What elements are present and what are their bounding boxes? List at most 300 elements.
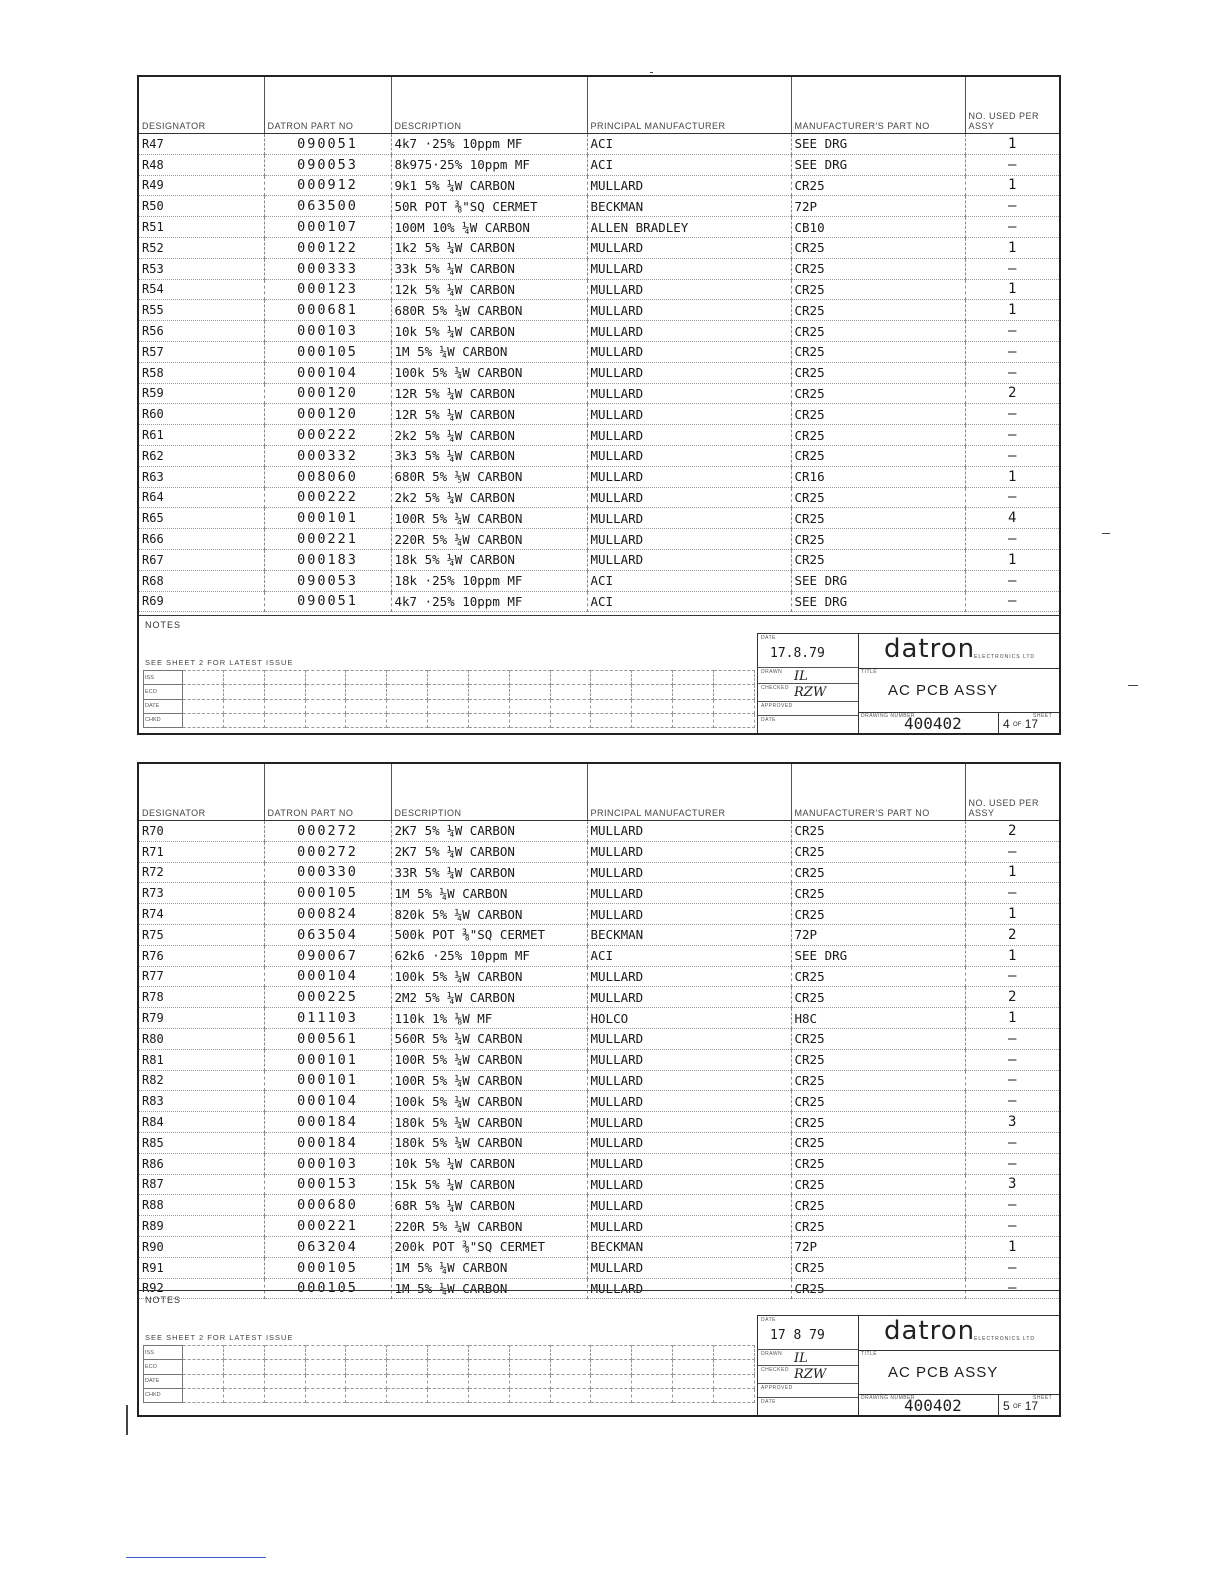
datron-part-cell: 090053: [264, 570, 391, 591]
designator-cell: R82: [139, 1070, 264, 1091]
company-logo: [858, 1316, 1059, 1351]
rev-label-iss: ISS: [144, 671, 183, 685]
principal-manufacturer-cell: MULLARD: [587, 1070, 791, 1091]
table-row: [139, 154, 1059, 175]
designator-cell: R86: [139, 1153, 264, 1174]
parts-list-sheet-4: [137, 75, 1061, 735]
description-cell: 100k 5% ¼W CARBON: [391, 362, 587, 383]
no-used-cell: —: [965, 321, 1059, 342]
principal-manufacturer-cell: ACI: [587, 154, 791, 175]
manufacturer-part-cell: CR25: [791, 362, 965, 383]
table-row: [139, 217, 1059, 238]
principal-manufacturer-cell: ACI: [587, 945, 791, 966]
parts-list-body: [139, 821, 1059, 1299]
no-used-cell: —: [965, 883, 1059, 904]
no-used-cell: —: [965, 445, 1059, 466]
manufacturer-part-cell: CR25: [791, 549, 965, 570]
table-row: [139, 321, 1059, 342]
table-row: [139, 1236, 1059, 1257]
datron-part-cell: 000105: [264, 1257, 391, 1278]
designator-cell: R90: [139, 1236, 264, 1257]
drawn-value: IL: [794, 669, 808, 684]
manufacturer-part-cell: CR25: [791, 341, 965, 362]
revision-grid: [143, 670, 755, 728]
drawing-number-cell: [858, 1394, 999, 1416]
datron-part-cell: 000183: [264, 549, 391, 570]
table-row: [139, 1195, 1059, 1216]
description-cell: 33k 5% ¼W CARBON: [391, 258, 587, 279]
description-cell: 68R 5% ¼W CARBON: [391, 1195, 587, 1216]
designator-cell: R84: [139, 1112, 264, 1133]
datron-part-cell: 000101: [264, 1049, 391, 1070]
description-cell: 680R 5% ⅕W CARBON: [391, 466, 587, 487]
designator-cell: R69: [139, 591, 264, 612]
manufacturer-part-cell: CB10: [791, 217, 965, 238]
datron-part-cell: 000824: [264, 904, 391, 925]
table-row: [139, 175, 1059, 196]
approval-date-label: DATE: [761, 717, 776, 723]
no-used-cell: 4: [965, 508, 1059, 529]
designator-cell: R59: [139, 383, 264, 404]
no-used-cell: —: [965, 196, 1059, 217]
checked-value: RZW: [794, 1367, 827, 1382]
principal-manufacturer-cell: ACI: [587, 591, 791, 612]
principal-manufacturer-cell: BECKMAN: [587, 1236, 791, 1257]
datron-part-header: DATRON PART NO: [264, 77, 391, 134]
designator-cell: R89: [139, 1216, 264, 1237]
no-used-cell: —: [965, 841, 1059, 862]
designator-cell: R61: [139, 425, 264, 446]
table-row: [139, 549, 1059, 570]
principal-manufacturer-cell: MULLARD: [587, 1112, 791, 1133]
no-used-cell: —: [965, 1091, 1059, 1112]
no-used-cell: —: [965, 487, 1059, 508]
description-cell: 18k 5% ¼W CARBON: [391, 549, 587, 570]
datron-logo: datron: [884, 634, 976, 664]
manufacturer-part-cell: CR25: [791, 258, 965, 279]
title-block: [757, 633, 1059, 733]
description-cell: 500k POT ⅜"SQ CERMET: [391, 924, 587, 945]
manufacturer-part-cell: CR25: [791, 862, 965, 883]
manufacturer-part-cell: CR25: [791, 445, 965, 466]
principal-manufacturer-cell: ALLEN BRADLEY: [587, 217, 791, 238]
description-cell: 33R 5% ¼W CARBON: [391, 862, 587, 883]
no-used-cell: —: [965, 1257, 1059, 1278]
parts-list-table: [139, 77, 1059, 612]
no-used-cell: —: [965, 591, 1059, 612]
no-used-cell: 1: [965, 549, 1059, 570]
manufacturer-part-cell: CR25: [791, 237, 965, 258]
manufacturer-part-cell: CR25: [791, 508, 965, 529]
principal-manufacturer-cell: MULLARD: [587, 341, 791, 362]
no-used-cell: —: [965, 1153, 1059, 1174]
datron-part-cell: 063504: [264, 924, 391, 945]
rev-label-eco: ECO: [144, 1360, 183, 1374]
principal-manufacturer-cell: MULLARD: [587, 237, 791, 258]
designator-cell: R87: [139, 1174, 264, 1195]
approved-label: APPROVED: [761, 1385, 793, 1391]
principal-manufacturer-cell: BECKMAN: [587, 924, 791, 945]
description-cell: 2k2 5% ¼W CARBON: [391, 425, 587, 446]
principal-manufacturer-cell: MULLARD: [587, 883, 791, 904]
manufacturer-part-cell: CR25: [791, 425, 965, 446]
manufacturer-part-cell: CR25: [791, 487, 965, 508]
manufacturer-part-cell: CR25: [791, 904, 965, 925]
manufacturer-part-header: MANUFACTURER'S PART NO: [791, 764, 965, 821]
principal-manufacturer-cell: MULLARD: [587, 1153, 791, 1174]
designator-cell: R70: [139, 821, 264, 842]
table-row: [139, 1049, 1059, 1070]
principal-manufacturer-cell: MULLARD: [587, 487, 791, 508]
no-used-cell: 1: [965, 279, 1059, 300]
table-row: [139, 1257, 1059, 1278]
no-used-cell: —: [965, 1070, 1059, 1091]
designator-cell: R55: [139, 300, 264, 321]
datron-part-cell: 000680: [264, 1195, 391, 1216]
no-used-cell: —: [965, 1049, 1059, 1070]
datron-part-cell: 000221: [264, 529, 391, 550]
no-used-cell: 1: [965, 904, 1059, 925]
rev-label-date: DATE: [144, 1374, 183, 1388]
approved-cell: [758, 702, 858, 716]
sheet-total: 17: [1024, 717, 1039, 731]
date-label: DATE: [761, 1317, 776, 1323]
manufacturer-part-cell: SEE DRG: [791, 134, 965, 155]
no-used-cell: —: [965, 154, 1059, 175]
principal-manufacturer-cell: MULLARD: [587, 1278, 791, 1299]
drawing-number: 400402: [904, 1396, 962, 1415]
description-cell: 100R 5% ¼W CARBON: [391, 1070, 587, 1091]
table-row: [139, 445, 1059, 466]
designator-cell: R83: [139, 1091, 264, 1112]
title-column: [858, 634, 1059, 733]
scan-mark: [126, 1405, 128, 1435]
designator-cell: R74: [139, 904, 264, 925]
table-row: [139, 966, 1059, 987]
datron-part-cell: 000153: [264, 1174, 391, 1195]
no-used-cell: —: [965, 1132, 1059, 1153]
description-cell: 4k7 ·25% 10ppm MF: [391, 591, 587, 612]
designator-cell: R76: [139, 945, 264, 966]
designator-cell: R80: [139, 1028, 264, 1049]
designator-cell: R77: [139, 966, 264, 987]
principal-manufacturer-cell: MULLARD: [587, 445, 791, 466]
scan-mark: [650, 72, 653, 73]
designator-cell: R64: [139, 487, 264, 508]
manufacturer-part-cell: CR25: [791, 321, 965, 342]
rev-label-date: DATE: [144, 699, 183, 713]
datron-part-cell: 000332: [264, 445, 391, 466]
approval-date-cell: [758, 1398, 858, 1416]
scan-mark: [1102, 533, 1110, 534]
designator-cell: R58: [139, 362, 264, 383]
datron-part-cell: 000123: [264, 279, 391, 300]
no-used-cell: 2: [965, 821, 1059, 842]
no-used-cell: 1: [965, 1008, 1059, 1029]
designator-cell: R63: [139, 466, 264, 487]
issue-note: SEE SHEET 2 FOR LATEST ISSUE: [145, 1333, 294, 1342]
designator-cell: R47: [139, 134, 264, 155]
date-label: DATE: [761, 635, 776, 641]
principal-manufacturer-cell: MULLARD: [587, 529, 791, 550]
date-value: 17 8 79: [770, 1328, 825, 1343]
datron-part-cell: 090053: [264, 154, 391, 175]
table-row: [139, 1216, 1059, 1237]
sheet-of: OF: [1013, 1403, 1022, 1410]
manufacturer-part-cell: SEE DRG: [791, 945, 965, 966]
description-cell: 2K7 5% ¼W CARBON: [391, 841, 587, 862]
manufacturer-part-cell: CR25: [791, 883, 965, 904]
designator-cell: R54: [139, 279, 264, 300]
scan-mark: [126, 1557, 266, 1558]
title-label: TITLE: [861, 669, 878, 675]
manufacturer-part-cell: CR25: [791, 279, 965, 300]
designator-header: DESIGNATOR: [139, 764, 264, 821]
datron-part-cell: 011103: [264, 1008, 391, 1029]
table-row: [139, 134, 1059, 155]
no-used-cell: —: [965, 425, 1059, 446]
table-row: [139, 591, 1059, 612]
datron-part-cell: 000272: [264, 841, 391, 862]
no-used-cell: 1: [965, 134, 1059, 155]
designator-cell: R71: [139, 841, 264, 862]
designator-cell: R51: [139, 217, 264, 238]
description-cell: 100k 5% ¼W CARBON: [391, 1091, 587, 1112]
manufacturer-part-cell: 72P: [791, 196, 965, 217]
title-label: TITLE: [861, 1351, 878, 1357]
principal-manufacturer-cell: MULLARD: [587, 175, 791, 196]
table-row: [139, 1070, 1059, 1091]
principal-manufacturer-cell: MULLARD: [587, 300, 791, 321]
datron-part-cell: 000681: [264, 300, 391, 321]
principal-manufacturer-cell: MULLARD: [587, 841, 791, 862]
manufacturer-part-cell: CR25: [791, 1195, 965, 1216]
sheet-no: 4: [1003, 717, 1010, 731]
table-row: [139, 279, 1059, 300]
sheet-number: [1003, 717, 1038, 731]
description-cell: 180k 5% ¼W CARBON: [391, 1112, 587, 1133]
designator-cell: R85: [139, 1132, 264, 1153]
designator-cell: R48: [139, 154, 264, 175]
table-row: [139, 924, 1059, 945]
description-cell: 1M 5% ¼W CARBON: [391, 1278, 587, 1299]
drawn-value: IL: [794, 1351, 808, 1366]
table-row: [139, 425, 1059, 446]
approval-column: [758, 1316, 859, 1415]
description-cell: 100k 5% ¼W CARBON: [391, 966, 587, 987]
manufacturer-part-cell: CR25: [791, 987, 965, 1008]
designator-cell: R92: [139, 1278, 264, 1299]
datron-part-header: DATRON PART NO: [264, 764, 391, 821]
checked-cell: [758, 684, 858, 702]
checked-label: CHECKED: [761, 1367, 789, 1373]
notes-label: NOTES: [145, 620, 182, 630]
table-row: [139, 404, 1059, 425]
datron-part-cell: 000105: [264, 1278, 391, 1299]
parts-list-body: [139, 134, 1059, 612]
table-row: [139, 258, 1059, 279]
table-row: [139, 196, 1059, 217]
datron-part-cell: 000103: [264, 1153, 391, 1174]
principal-manufacturer-cell: MULLARD: [587, 1091, 791, 1112]
manufacturer-part-cell: CR25: [791, 966, 965, 987]
description-cell: 680R 5% ¼W CARBON: [391, 300, 587, 321]
table-row: [139, 1132, 1059, 1153]
logo-subtitle: ELECTRONICS LTD: [974, 654, 1036, 660]
rev-label-iss: ISS: [144, 1346, 183, 1360]
description-cell: 12k 5% ¼W CARBON: [391, 279, 587, 300]
sheet-total: 17: [1024, 1399, 1039, 1413]
drawing-number-label: DRAWING NUMBER: [861, 713, 916, 719]
principal-manufacturer-cell: MULLARD: [587, 1257, 791, 1278]
designator-cell: R53: [139, 258, 264, 279]
table-row: [139, 300, 1059, 321]
logo-subtitle: ELECTRONICS LTD: [974, 1336, 1036, 1342]
no-used-header: NO. USED PER ASSY: [965, 77, 1059, 134]
datron-logo: datron: [884, 1316, 976, 1346]
principal-manufacturer-cell: MULLARD: [587, 966, 791, 987]
manufacturer-part-cell: CR25: [791, 1278, 965, 1299]
datron-part-cell: 000272: [264, 821, 391, 842]
designator-cell: R62: [139, 445, 264, 466]
drawing-title: AC PCB ASSY: [888, 1364, 999, 1381]
table-row: [139, 466, 1059, 487]
datron-part-cell: 000120: [264, 404, 391, 425]
manufacturer-part-cell: CR25: [791, 1091, 965, 1112]
description-cell: 2M2 5% ¼W CARBON: [391, 987, 587, 1008]
description-cell: 820k 5% ¼W CARBON: [391, 904, 587, 925]
table-row: [139, 1028, 1059, 1049]
approval-column: [758, 634, 859, 733]
designator-cell: R68: [139, 570, 264, 591]
manufacturer-part-cell: CR25: [791, 1049, 965, 1070]
manufacturer-part-cell: SEE DRG: [791, 591, 965, 612]
manufacturer-part-cell: CR16: [791, 466, 965, 487]
title-cell: [858, 1350, 1059, 1395]
principal-manufacturer-cell: HOLCO: [587, 1008, 791, 1029]
rev-label-chkd: CHKD: [144, 713, 183, 727]
datron-part-cell: 090051: [264, 134, 391, 155]
table-row: [139, 1112, 1059, 1133]
datron-part-cell: 000105: [264, 883, 391, 904]
description-cell: 8k975·25% 10ppm MF: [391, 154, 587, 175]
sheet-number-cell: [999, 1394, 1059, 1416]
designator-cell: R65: [139, 508, 264, 529]
table-row: [139, 904, 1059, 925]
no-used-cell: 1: [965, 862, 1059, 883]
drawn-label: DRAWN: [761, 1351, 783, 1357]
principal-manufacturer-cell: MULLARD: [587, 404, 791, 425]
description-cell: 220R 5% ¼W CARBON: [391, 529, 587, 550]
designator-cell: R81: [139, 1049, 264, 1070]
datron-part-cell: 000333: [264, 258, 391, 279]
drawing-footer: [139, 615, 1059, 733]
datron-part-cell: 000222: [264, 487, 391, 508]
no-used-cell: —: [965, 217, 1059, 238]
manufacturer-part-cell: 72P: [791, 1236, 965, 1257]
datron-part-cell: 000103: [264, 321, 391, 342]
datron-part-cell: 000225: [264, 987, 391, 1008]
description-cell: 3k3 5% ¼W CARBON: [391, 445, 587, 466]
no-used-cell: —: [965, 1278, 1059, 1299]
no-used-cell: —: [965, 529, 1059, 550]
description-cell: 100R 5% ¼W CARBON: [391, 508, 587, 529]
designator-cell: R57: [139, 341, 264, 362]
approval-date-label: DATE: [761, 1399, 776, 1405]
principal-manufacturer-cell: MULLARD: [587, 321, 791, 342]
no-used-cell: 1: [965, 237, 1059, 258]
principal-manufacturer-cell: MULLARD: [587, 258, 791, 279]
no-used-cell: —: [965, 1195, 1059, 1216]
table-row: [139, 883, 1059, 904]
principal-manufacturer-cell: MULLARD: [587, 1028, 791, 1049]
no-used-cell: 1: [965, 300, 1059, 321]
no-used-cell: 2: [965, 987, 1059, 1008]
checked-value: RZW: [794, 685, 827, 700]
datron-part-cell: 000912: [264, 175, 391, 196]
designator-cell: R52: [139, 237, 264, 258]
designator-cell: R91: [139, 1257, 264, 1278]
scan-mark: [1128, 685, 1138, 686]
manufacturer-part-cell: CR25: [791, 1132, 965, 1153]
description-header: DESCRIPTION: [391, 77, 587, 134]
description-cell: 100M 10% ¼W CARBON: [391, 217, 587, 238]
description-cell: 1M 5% ¼W CARBON: [391, 341, 587, 362]
approved-label: APPROVED: [761, 703, 793, 709]
no-used-cell: —: [965, 966, 1059, 987]
datron-part-cell: 000222: [264, 425, 391, 446]
no-used-cell: —: [965, 404, 1059, 425]
approval-date-cell: [758, 716, 858, 734]
description-cell: 2k2 5% ¼W CARBON: [391, 487, 587, 508]
table-row: [139, 862, 1059, 883]
checked-cell: [758, 1366, 858, 1384]
manufacturer-part-cell: CR25: [791, 1153, 965, 1174]
designator-cell: R75: [139, 924, 264, 945]
rev-label-chkd: CHKD: [144, 1388, 183, 1402]
table-row: [139, 570, 1059, 591]
principal-manufacturer-cell: MULLARD: [587, 862, 791, 883]
datron-part-cell: 008060: [264, 466, 391, 487]
description-cell: 4k7 ·25% 10ppm MF: [391, 134, 587, 155]
manufacturer-part-cell: SEE DRG: [791, 154, 965, 175]
description-cell: 200k POT ⅜"SQ CERMET: [391, 1236, 587, 1257]
table-row: [139, 821, 1059, 842]
principal-manufacturer-cell: MULLARD: [587, 549, 791, 570]
principal-manufacturer-cell: MULLARD: [587, 362, 791, 383]
datron-part-cell: 000184: [264, 1132, 391, 1153]
designator-cell: R66: [139, 529, 264, 550]
issue-note: SEE SHEET 2 FOR LATEST ISSUE: [145, 658, 294, 667]
table-row: [139, 341, 1059, 362]
description-cell: 100R 5% ¼W CARBON: [391, 1049, 587, 1070]
datron-part-cell: 000561: [264, 1028, 391, 1049]
principal-manufacturer-cell: BECKMAN: [587, 196, 791, 217]
designator-cell: R56: [139, 321, 264, 342]
parts-list-header-row: [139, 764, 1059, 821]
principal-manufacturer-cell: MULLARD: [587, 1216, 791, 1237]
parts-list-header-row: [139, 77, 1059, 134]
description-cell: 1M 5% ¼W CARBON: [391, 883, 587, 904]
description-cell: 10k 5% ¼W CARBON: [391, 1153, 587, 1174]
table-row: [139, 945, 1059, 966]
principal-manufacturer-cell: MULLARD: [587, 466, 791, 487]
drawing-number: 400402: [904, 714, 962, 733]
manufacturer-part-header: MANUFACTURER'S PART NO: [791, 77, 965, 134]
manufacturer-part-cell: CR25: [791, 1070, 965, 1091]
drawn-cell: [758, 1350, 858, 1366]
principal-manufacturer-cell: MULLARD: [587, 1132, 791, 1153]
